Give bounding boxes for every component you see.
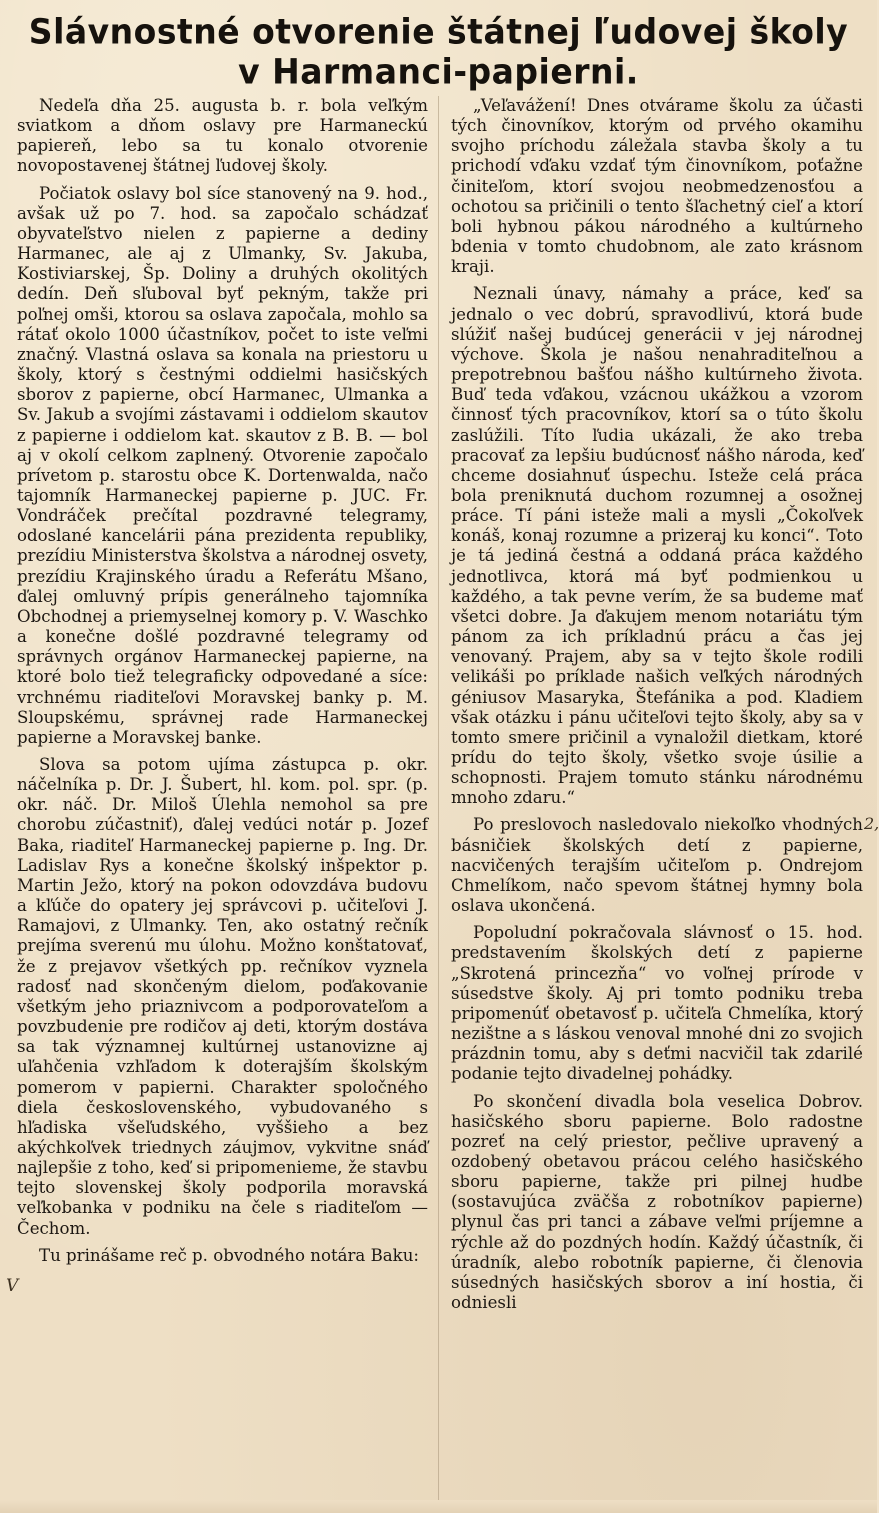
article-title <box>10 12 867 92</box>
paragraph: Slova sa potom ujíma zástupca p. okr. náčelníka p. Dr. J. Šubert, hl. kom. pol. spr. (p. okr. náč. Dr. Miloš Úlehla nemohol sa pre chorobu zúčastniť), ďalej vedúci notár p. Jozef Baka, riaditeľ Harmaneckej papierne p. Ing. Dr. Ladislav Rys a konečne školský inšpektor p. Martin Ježo, ktorý na pokon odovzdáva budovu a kľúče do opatery jej správcovi p. učiteľovi J. Ramajovi, z Ulmanky. Ten, ako ostatný rečník prejíma sverenú mu úlohu. Možno konštatovať, že z prejavov všetkých pp. rečníkov vyznela radosť nad skončeným dielom, poďakovanie všetkým jeho priaznivcom a podporovateľom a povzbudenie pre rodičov aj deti, ktorým dostáva sa tak významnej kultúrnej ustanovizne aj uľahčenia vzhľadom k doterajším školským pomerom v papierni. Charakter spoločného diela československého, vybudovaného s hľadiska všeľudského, vyššieho a bez akýchkoľvek triednych záujmov, vykvitne snáď najlepšie z toho, keď si pripomenieme, že stavbu tejto slovenskej školy podporila moravská veľkobanka v podniku na čele s riaditeľom — Čechom. <box>17 755 428 1238</box>
paragraph: Tu prinášame reč p. obvodného notára Baku: <box>39 1245 420 1265</box>
clipping-bottom-edge <box>0 1500 877 1513</box>
handwritten-margin-mark: 2, <box>864 814 879 833</box>
paragraph: Nedeľa dňa 25. augusta b. r. bola veľkým sviatkom a dňom oslavy pre Harmaneckú papiereň, lebo sa tu konalo otvorenie novopostavenej štátnej ľudovej školy. <box>17 96 428 176</box>
right-column <box>451 96 863 1320</box>
title-line-2: v Harmanci-papierni. <box>238 50 639 92</box>
column-divider <box>438 96 439 1506</box>
handwritten-margin-mark: V <box>6 1276 19 1296</box>
title-line-1: Slávnostné otvorenie štátnej ľudovej školy <box>28 11 849 52</box>
paragraph: Popoludní pokračovala slávnosť o 15. hod. predstavením školských detí z papierne „Skrotená princezňa“ vo voľnej prírode v súsedstve školy. Aj pri tomto podniku treba pripomenúť obetavosť p. učiteľa Chmelíka, ktorý nezištne a s láskou venoval mnohé dni zo svojich prázdnin tomu, aby s deťmi nacvičil tak zdarilé podanie tejto divadelnej pohádky. <box>451 923 863 1084</box>
paragraph: Po skončení divadla bola veselica Dobrov. hasičského sboru papierne. Bolo radostne pozreť na celý priestor, pečlive upravený a ozdobený obetavou prácou celého hasičského sboru papierne, takže pri pilnej hudbe (sostavujúca zväčša z robotníkov papierne) plynul čas pri tanci a zábave veľmi príjemne a rýchle až do pozdných hodín. Každý účastník, či úradník, alebo robotník papierne, či členovia súsedných hasičských sborov a iní hostia, či odniesli <box>451 1091 863 1313</box>
paragraph: Po preslovoch nasledovalo niekoľko vhodných básničiek školských detí z papierne, nacvičených terajším učiteľom p. Ondrejom Chmelíkom, načo spevom štátnej hymny bola oslava ukončená. <box>451 815 863 916</box>
paragraph: Počiatok oslavy bol síce stanovený na 9. hod., avšak už po 7. hod. sa započalo schádzať obyvateľstvo nielen z papierne a dediny Harmanec, ale aj z Ulmanky, Sv. Jakuba, Kostiviarskej, Šp. Doliny a druhých okolitých dedín. Deň sľuboval byť pekným, takže pri poľnej omši, ktorou sa oslava započala, mohlo sa rátať okolo 1000 účastníkov, počet to iste veľmi značný. Vlastná oslava sa konala na priestoru u školy, ktorý s čestnými oddielmi hasičských sborov z papierne, obcí Harmanec, Ulmanka a Sv. Jakub a svojími zástavami i oddielom skautov z papierne i oddielom kat. skautov z B. B. — bol aj v okolí celkom zaplnený. Otvorenie započalo prívetom p. starostu obce K. Dortenwalda, načo tajomník Harmaneckej papierne p. JUC. Fr. Vondráček prečítal pozdravné telegramy, odoslané kancelárii pána prezidenta republiky, prezídiu Ministerstva školstva a národnej osvety, prezídiu Krajinského úradu a Referátu Mšano, ďalej omluvný prípis generálneho tajomníka Obchodnej a priemyselnej komory p. V. Waschko a konečne došlé pozdravné telegramy od správnych orgánov Harmaneckej papierne, na ktoré bolo tiež telegraficky odpovedané a síce: vrchnému riaditeľovi Moravskej banky p. M. Sloupskému, správnej rade Harmaneckej papierne a Moravskej banke. <box>17 183 428 747</box>
paragraph: „Veľavážení! Dnes otvárame školu za účasti tých činovníkov, ktorým od prvého okamihu svojho príchodu záležala stavba školy a tu prichodí vďaku vzdať tým činovníkom, poťažne činiteľom, ktorí svojou neobmedzenosťou a ochotou sa pričinili o tento šľachetný cieľ a ktorí boli hybnou pákou národného a kultúrneho bdenia v tomto chudobnom, ale zato krásnom kraji. <box>451 96 863 277</box>
left-column <box>17 96 428 1273</box>
paragraph: Neznali únavy, námahy a práce, keď sa jednalo o vec dobrú, spravodlivú, ktorá bude slúžiť našej budúcej generácii v jej národnej výchove. Škola je našou nenahraditeľnou a prepotrebnou bašťou nášho kultúrneho života. Buď teda vďakou, vzácnou ukážkou a vzorom činnosť tých pracovníkov, ktorí sa o túto školu zaslúžili. Títo ľudia ukázali, že ako treba pracovať za lepšiu budúcnosť nášho národa, keď chceme dosiahnuť úspechu. Isteže celá práca bola preniknutá duchom rozumnej a osožnej práce. Tí páni isteže mali a mysli „Čokoľvek konáš, konaj rozumne a prizeraj ku konci“. Toto je tá jediná čestná a oddaná práca každého jednotlivca, ktorá má byť podmienkou u každého, a tak pevne verím, že sa budeme mať všetci dobre. Ja ďakujem menom notariátu tým pánom za ich príkladnú prácu a čas jej venovaný. Prajem, aby sa v tejto škole rodili velikáši po príklade našich veľkých národných géniusov Masaryka, Štefánika a pod. Kladiem však otázku i pánu učiteľovi tejto školy, aby sa v tomto smere pričinil a vynaložil dietkam, ktoré prídu do tejto školy, všetko svoje úsilie a schopnosti. Prajem tomuto stánku národnému mnoho zdaru.“ <box>451 284 863 808</box>
